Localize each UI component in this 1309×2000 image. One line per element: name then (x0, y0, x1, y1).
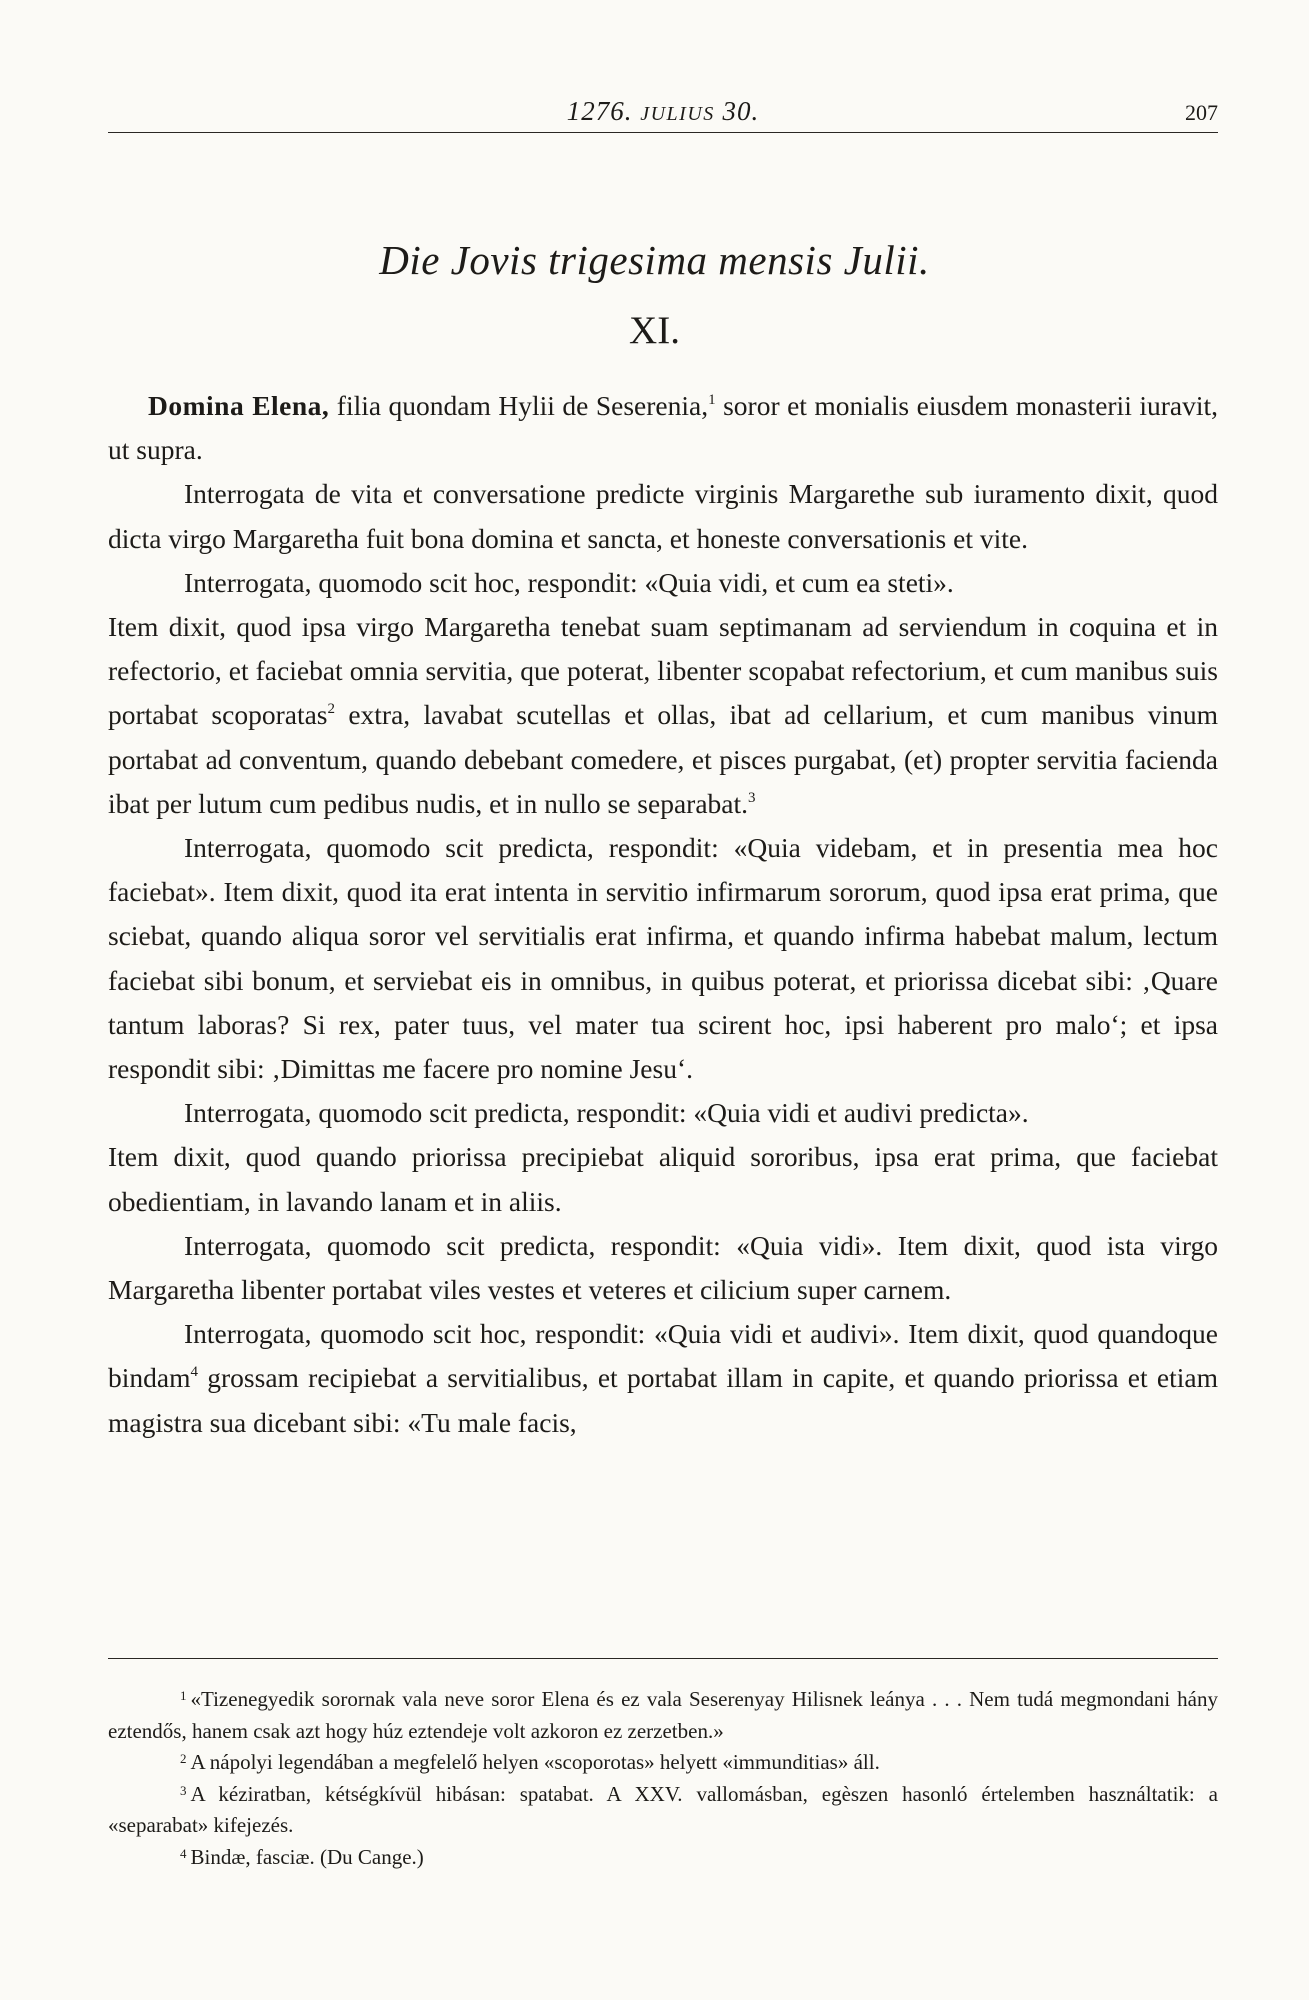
paragraph (108, 384, 1218, 472)
footnote (108, 1779, 1218, 1842)
footnote-mark: 3 (180, 1782, 187, 1798)
paragraph: Interrogata, quomodo scit predicta, respondit: «Quia videbam, et in presentia mea hoc faciebat». Item dixit, quod ita erat intenta in servitio infirmarum sororum, quod ipsa erat prima, que sciebat, quando aliqua soror vel servitialis erat infirma, et quando infirma habebat malum, lectum faciebat sibi bonum, et serviebat eis in omnibus, in quibus poterat, et priorissa dicebat sibi: ‚Quare tantum laboras? Si rex, pater tuus, vel mater tua scirent hoc, ipsi haberent pro malo‘; et ipsa respondit sibi: ‚Dimittas me facere pro nomine Jesu‘. (108, 832, 1218, 1085)
paragraph: Interrogata, quomodo scit predicta, respondit: «Quia vidi». Item dixit, quod ista virgo Margaretha libenter portabat viles vestes et veteres et cilicium super carnem. (108, 1229, 1218, 1306)
footnote-ref: 2 (327, 701, 335, 718)
header-day: 30. (722, 96, 760, 126)
header-month: JULIUS (640, 103, 715, 125)
page-number: 207 (1185, 100, 1218, 125)
footnote (108, 1842, 1218, 1874)
footnote-ref: 3 (748, 789, 756, 806)
text-segment: Item dixit, quod ipsa virgo Margaretha tenebat suam septimanam ad serviendum in coquina et in refectorio, et faciebat omnia servitia, que poterat, libenter scopabat refectorium, et cum manibus suis portabat scoporatas (108, 611, 1218, 731)
footnote-ref: 4 (190, 1364, 198, 1381)
paragraph (108, 605, 1218, 826)
footnote-text: «Tizenegyedik sorornak vala neve soror Elena és ez vala Seserenyay Hilisnek leánya . . . Nem tudá megmondani hány eztendős, hanem csak azt hogy húz eztendeje volt azkoron ez zerzetben.» (108, 1687, 1218, 1743)
paragraph: Item dixit, quod quando priorissa precipiebat aliquid sororibus, ipsa erat prima, que faciebat obedientiam, in lavando lanam et in aliis. (108, 1141, 1218, 1217)
text-segment: Interrogata, quomodo scit hoc, respondit: «Quia vidi et audivi». Item dixit, quod quandoque bindam (108, 1318, 1218, 1394)
paragraph (108, 1312, 1218, 1445)
header-year: 1276. (566, 96, 633, 126)
testimony-number: XI. (629, 309, 680, 352)
paragraph: Interrogata, quomodo scit hoc, respondit: «Quia vidi, et cum ea steti». (184, 566, 954, 598)
footnote-mark: 2 (180, 1751, 187, 1766)
header-date (108, 96, 1218, 127)
text-segment: soror et monialis eiusdem monasterii iuravit, ut supra. (108, 390, 1218, 466)
running-header (108, 92, 1218, 133)
day-heading: Die Jovis trigesima mensis Julii. (379, 237, 930, 283)
footnote-divider (108, 1658, 1218, 1659)
footnote-text: A kéziratban, kétségkívül hibásan: spatabat. A XXV. vallomásban, egèszen hasonló értelemben használtatik: a «separabat» kifejezés. (108, 1781, 1218, 1837)
text-segment: grossam recipiebat a servitialibus, et portabat illam in capite, et quando priorissa et etiam magistra sua dicebant sibi: «Tu male facis, (108, 1362, 1218, 1438)
footnote (108, 1747, 1218, 1779)
footnotes (108, 1684, 1218, 1873)
footnote-text: Bindæ, fasciæ. (Du Cange.) (190, 1844, 424, 1869)
footnote-mark: 4 (180, 1845, 187, 1861)
paragraph: Interrogata, quomodo scit predicta, respondit: «Quia vidi et audivi predicta». (184, 1097, 1029, 1129)
text-segment: filia quondam Hylii de Seserenia, (329, 390, 709, 421)
witness-name: Domina Elena, (148, 390, 330, 421)
footnote-mark: 1 (180, 1688, 187, 1703)
paragraph: Interrogata de vita et conversatione predicte virginis Margarethe sub iuramento dixit, quod dicta virgo Margaretha fuit bona domina et sancta, et honeste conversationis et vite. (108, 478, 1218, 554)
text-segment: extra, lavabat scutellas et ollas, ibat ad cellarium, et cum manibus vinum portabat ad conventum, quando debebant comedere, et pisces purgabat, (et) propter servitia facienda ibat per lutum cum pedibus nudis, et in nullo se separabat. (108, 699, 1219, 819)
main-text (108, 384, 1218, 1445)
footnote-ref: 1 (708, 392, 716, 408)
footnote-text: A nápolyi legendában a megfelelő helyen «scoporotas» helyett «immunditias» áll. (190, 1750, 880, 1774)
footnote (108, 1684, 1218, 1747)
